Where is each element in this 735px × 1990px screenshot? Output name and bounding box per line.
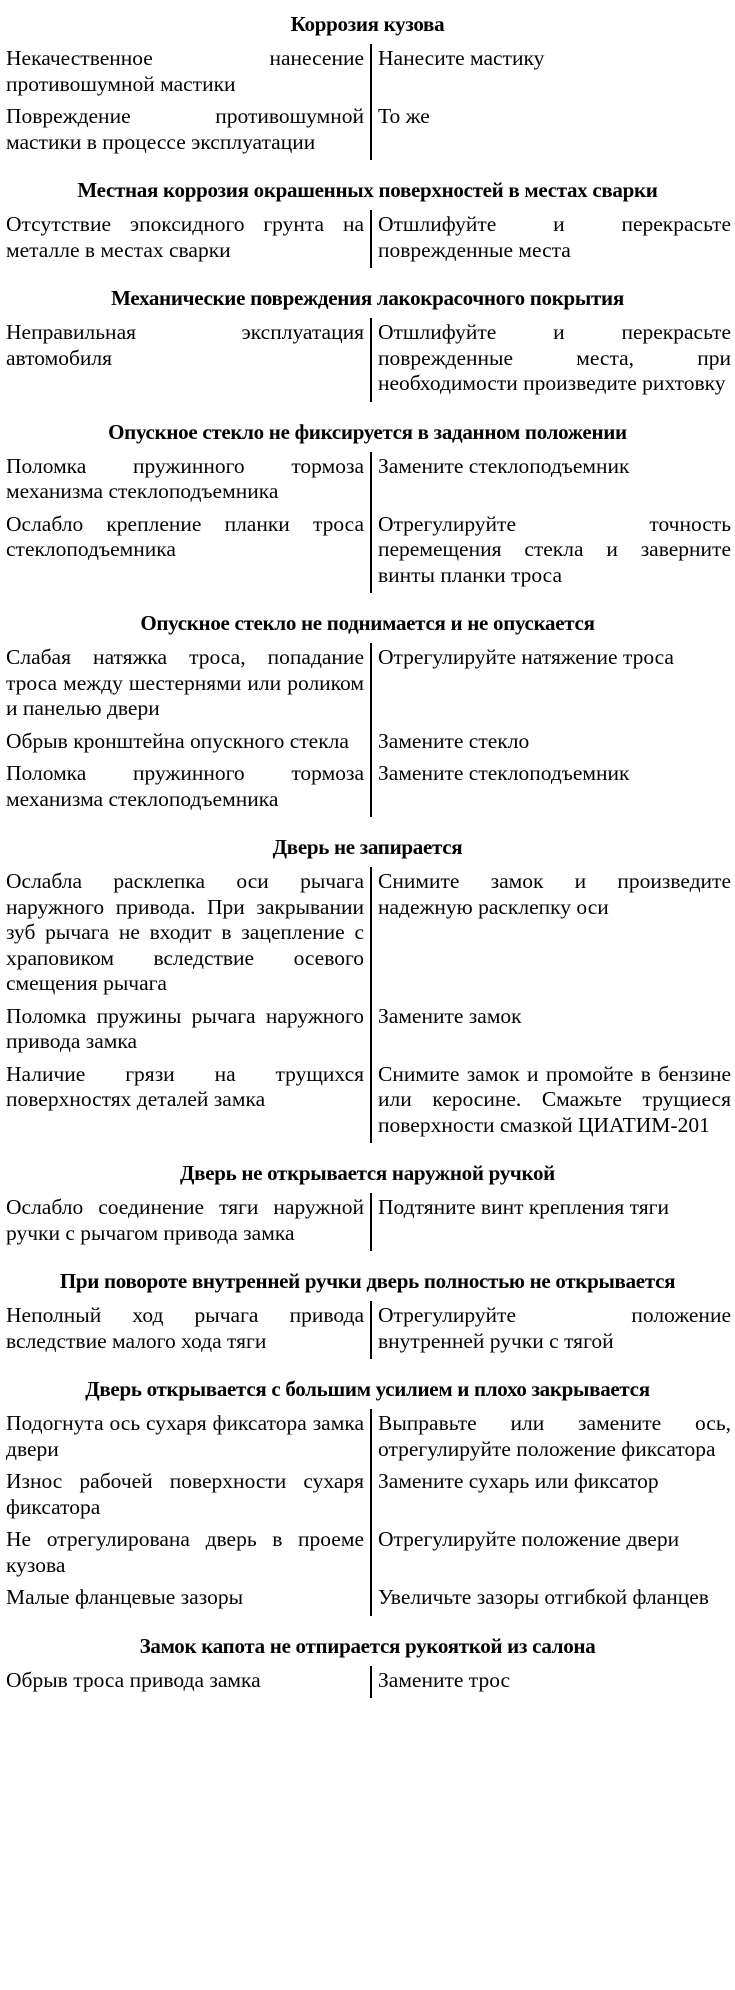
remedy-cell: То же	[370, 102, 735, 160]
table-row	[0, 643, 735, 727]
cause-cell: Неправильная эксплуатация автомобиля	[6, 320, 364, 370]
section-title: Опускное стекло не поднимается и не опускается	[140, 611, 595, 635]
cause-cell: Наличие грязи на трущихся поверхностях деталей замка	[6, 1061, 364, 1111]
table-row	[0, 1666, 735, 1699]
section	[0, 1257, 735, 1365]
remedy-cell: Отрегулируйте положение внутренней ручки с тягой	[370, 1301, 735, 1359]
table-row	[0, 1193, 735, 1251]
section	[0, 599, 735, 823]
cause-cell: Поломка пружины рычага наружного привода замка	[6, 1003, 364, 1053]
cause-cell: Отсутствие эпоксидного грунта на металле в местах сварки	[6, 212, 364, 262]
remedy-cell: Замените замок	[370, 1002, 735, 1060]
section	[0, 1622, 735, 1705]
cause-cell: Ослабла расклепка оси рычага наружного привода. При закрывании зуб рычага не входит в зацепление с храповиком вследствие осевого смещения рычага	[6, 869, 364, 995]
section-title: Опускное стекло не фиксируется в заданном положении	[108, 419, 627, 444]
table-row	[0, 1467, 735, 1525]
cause-cell: Не отрегулирована дверь в проеме кузова	[6, 1527, 364, 1577]
remedy-cell: Подтяните винт крепления тяги	[370, 1193, 735, 1251]
table-row	[0, 1525, 735, 1583]
table-row	[0, 510, 735, 594]
section-title: Дверь открывается с большим усилием и плохо закрывается	[85, 1377, 650, 1401]
remedy-cell: Увеличьте зазоры отгибкой фланцев	[370, 1583, 735, 1616]
section-title: Механические повреждения лакокрасочного покрытия	[111, 286, 624, 310]
cause-cell: Повреждение противошумной мастики в процессе эксплуатации	[6, 104, 364, 154]
cause-cell: Износ рабочей поверхности сухаря фиксатора	[6, 1469, 364, 1519]
section-title: При повороте внутренней ручки дверь полностью не открывается	[59, 1269, 676, 1293]
section	[0, 0, 735, 166]
table-row	[0, 727, 735, 760]
section	[0, 166, 735, 274]
section-title: Дверь не открывается наружной ручкой	[180, 1161, 555, 1185]
remedy-cell: Замените стеклоподъемник	[370, 759, 735, 817]
cause-cell: Подогнута ось сухаря фиксатора замка двери	[6, 1411, 364, 1461]
remedy-cell: Замените сухарь или фиксатор	[370, 1467, 735, 1525]
remedy-cell: Отрегулируйте положение двери	[370, 1525, 735, 1583]
table-row	[0, 44, 735, 102]
remedy-cell: Замените стеклоподъемник	[370, 452, 735, 510]
cause-cell: Поломка пружинного тормоза механизма стеклоподъемника	[6, 453, 364, 503]
table-row	[0, 1583, 735, 1616]
section	[0, 1365, 735, 1622]
table-row	[0, 1060, 735, 1144]
cause-cell: Ослабло крепление планки троса стеклоподъемника	[6, 511, 364, 561]
cause-cell: Ослабло соединение тяги наружной ручки с рычагом привода замка	[6, 1195, 364, 1245]
table-row	[0, 867, 735, 1002]
section-title: Дверь не запирается	[272, 835, 463, 859]
section	[0, 823, 735, 1149]
section	[0, 1149, 735, 1257]
table-row	[0, 759, 735, 817]
table-row	[0, 1301, 735, 1359]
remedy-cell: Выправьте или замените ось, отрегулируйте положение фиксатора	[370, 1409, 735, 1467]
section-title: Местная коррозия окрашенных поверхностей в местах сварки	[77, 178, 658, 202]
table-row	[0, 1002, 735, 1060]
cause-cell: Неполный ход рычага привода вследствие малого хода тяги	[6, 1303, 364, 1353]
cause-cell: Малые фланцевые зазоры	[6, 1585, 244, 1609]
cause-cell: Поломка пружинного тормоза механизма стеклоподъемника	[6, 761, 364, 811]
table-row	[0, 1409, 735, 1467]
table-row	[0, 318, 735, 402]
remedy-cell: Отшлифуйте и перекрасьте поврежденные места, при необходимости произведите рихтовку	[370, 318, 735, 402]
remedy-cell: Снимите замок и промойте в бензине или керосине. Смажьте трущиеся поверхности смазкой ЦИАТИМ-201	[370, 1060, 735, 1144]
section	[0, 408, 735, 600]
table-row	[0, 102, 735, 160]
cause-cell: Слабая натяжка троса, попадание троса между шестернями или роликом и панелью двери	[6, 645, 364, 720]
remedy-cell: Отшлифуйте и перекрасьте поврежденные места	[370, 210, 735, 268]
section-title: Замок капота не отпирается рукояткой из салона	[139, 1633, 596, 1658]
remedy-cell: Снимите замок и произведите надежную расклепку оси	[370, 867, 735, 1002]
remedy-cell: Замените стекло	[370, 727, 735, 760]
remedy-cell: Отрегулируйте натяжение троса	[370, 643, 735, 727]
remedy-cell: Нанесите мастику	[370, 44, 735, 102]
cause-cell: Обрыв троса привода замка	[6, 1667, 261, 1692]
table-row	[0, 210, 735, 268]
cause-cell: Некачественное нанесение противошумной мастики	[6, 46, 364, 96]
section-title: Коррозия кузова	[290, 12, 445, 36]
remedy-cell: Отрегулируйте точность перемещения стекла и заверните винты планки троса	[370, 510, 735, 594]
section	[0, 274, 735, 408]
table-row	[0, 452, 735, 510]
remedy-cell: Замените трос	[370, 1666, 735, 1699]
cause-cell: Обрыв кронштейна опускного стекла	[6, 728, 349, 753]
